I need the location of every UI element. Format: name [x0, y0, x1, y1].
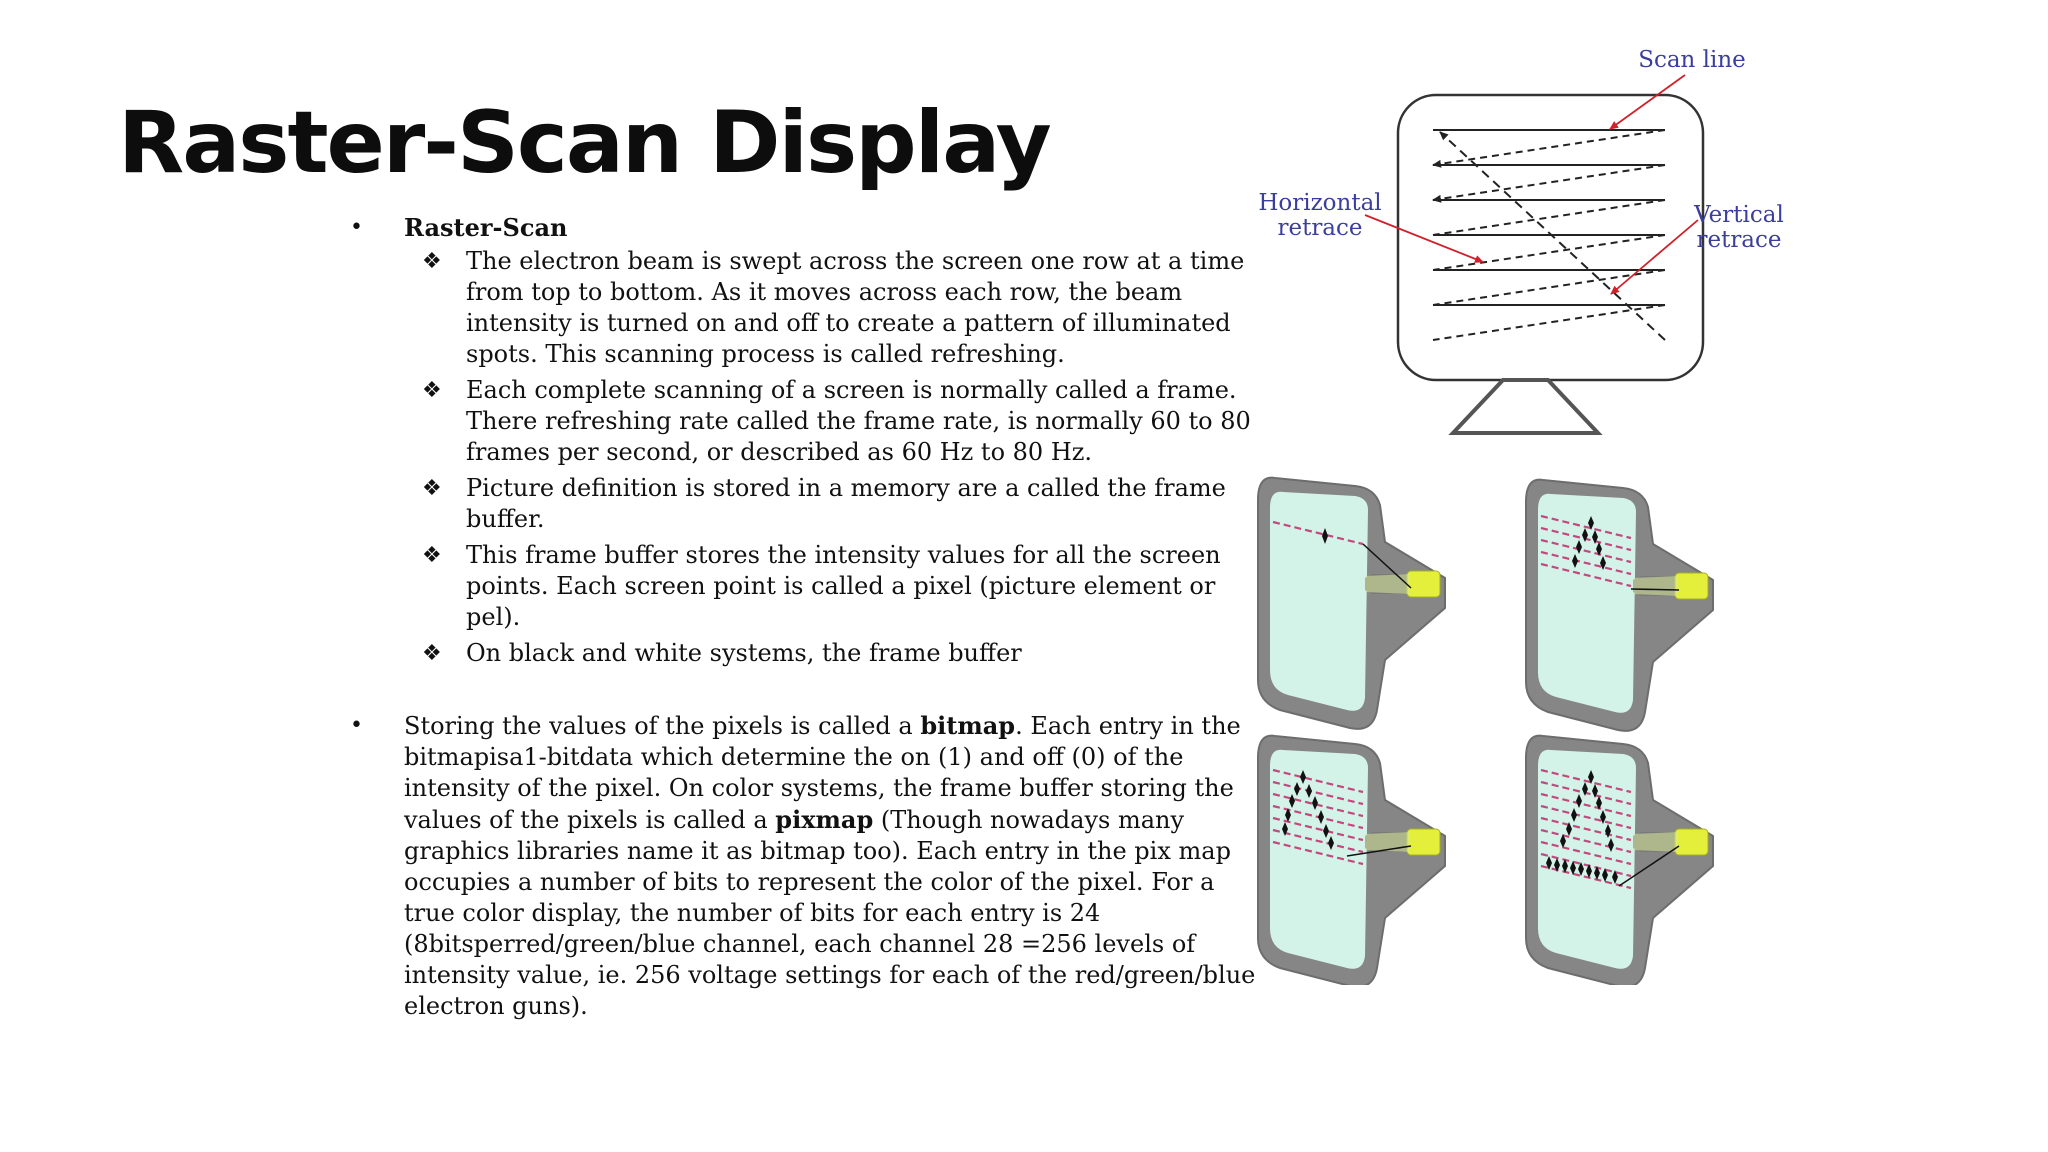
sub-bullet [350, 638, 1260, 669]
monitor-icon [1398, 95, 1703, 433]
diamond-bullet-icon: ❖ [422, 476, 442, 501]
round-bullet-icon: • [350, 713, 363, 738]
bitmap-text-2: . Each entry in the bitmapisa1-bitdata which determine the on (1) and off (0) of the intensity of the pixel. On color systems, the frame buffer storing the values of the pixels is called a [404, 712, 1241, 834]
sub-bullet [350, 246, 1260, 370]
diamond-bullet-icon: ❖ [422, 641, 442, 666]
sub-bullet [350, 540, 1260, 633]
sub-bullet-text: Each complete scanning of a screen is normally called a frame. There refreshing rate called the frame rate, is normally 60 to 80 frames per second, or described as 60 Hz to 80 Hz. [466, 376, 1251, 466]
pixmap-term: pixmap [775, 805, 874, 834]
round-bullet-icon: • [350, 215, 363, 240]
vertical-retrace-label-2: retrace [1696, 227, 1782, 253]
bitmap-text-3: (Though nowadays many graphics libraries name it as bitmap too). Each entry in the pix map occupies a number of bits to represent the color of the pixel. For a true color display, the number of bits for each entry is 24 (8bitsperred/green/blue channel, each channel 28 =256 levels of intensity value, ie. 256 voltage settings for each of the red/green/blue electron guns). [404, 806, 1256, 1020]
diamond-bullet-icon: ❖ [422, 378, 442, 403]
bullet-bitmap [350, 710, 1260, 1022]
crt-tube-2 [1526, 480, 1713, 731]
bitmap-text-1: Storing the values of the pixels is called a [404, 712, 921, 740]
sub-bullet [350, 473, 1260, 535]
diamond-bullet-icon: ❖ [422, 249, 442, 274]
bullet-raster-scan [350, 212, 1260, 244]
crt-tube-3 [1258, 736, 1445, 985]
slide-title: Raster-Scan Display [118, 93, 1050, 193]
crt-tube-1 [1258, 478, 1445, 729]
raster-scan-diagram [1255, 35, 1795, 445]
sub-bullet-text: Picture definition is stored in a memory are a called the frame buffer. [466, 474, 1226, 533]
horizontal-retrace-label-2: retrace [1277, 215, 1363, 241]
slide-body [350, 212, 1260, 1022]
crt-tube-4 [1526, 736, 1713, 985]
crt-tubes-figure [1255, 470, 1795, 985]
vertical-retrace-label: Vertical [1694, 202, 1784, 228]
section-heading: Raster-Scan [404, 213, 568, 242]
sub-bullet [350, 375, 1260, 468]
scan-line-label: Scan line [1638, 47, 1746, 73]
horizontal-retrace-label: Horizontal [1258, 190, 1382, 216]
sub-bullet-text: This frame buffer stores the intensity values for all the screen points. Each screen point is called a pixel (picture element or pel). [466, 541, 1221, 631]
sub-bullet-text: On black and white systems, the frame buffer [466, 639, 1022, 667]
sub-bullet-text: The electron beam is swept across the screen one row at a time from top to bottom. As it moves across each row, the beam intensity is turned on and off to create a pattern of illuminated spots. This scanning process is called refreshing. [466, 247, 1245, 368]
bitmap-term: bitmap [920, 711, 1016, 740]
diamond-bullet-icon: ❖ [422, 543, 442, 568]
spacer [350, 674, 1260, 710]
